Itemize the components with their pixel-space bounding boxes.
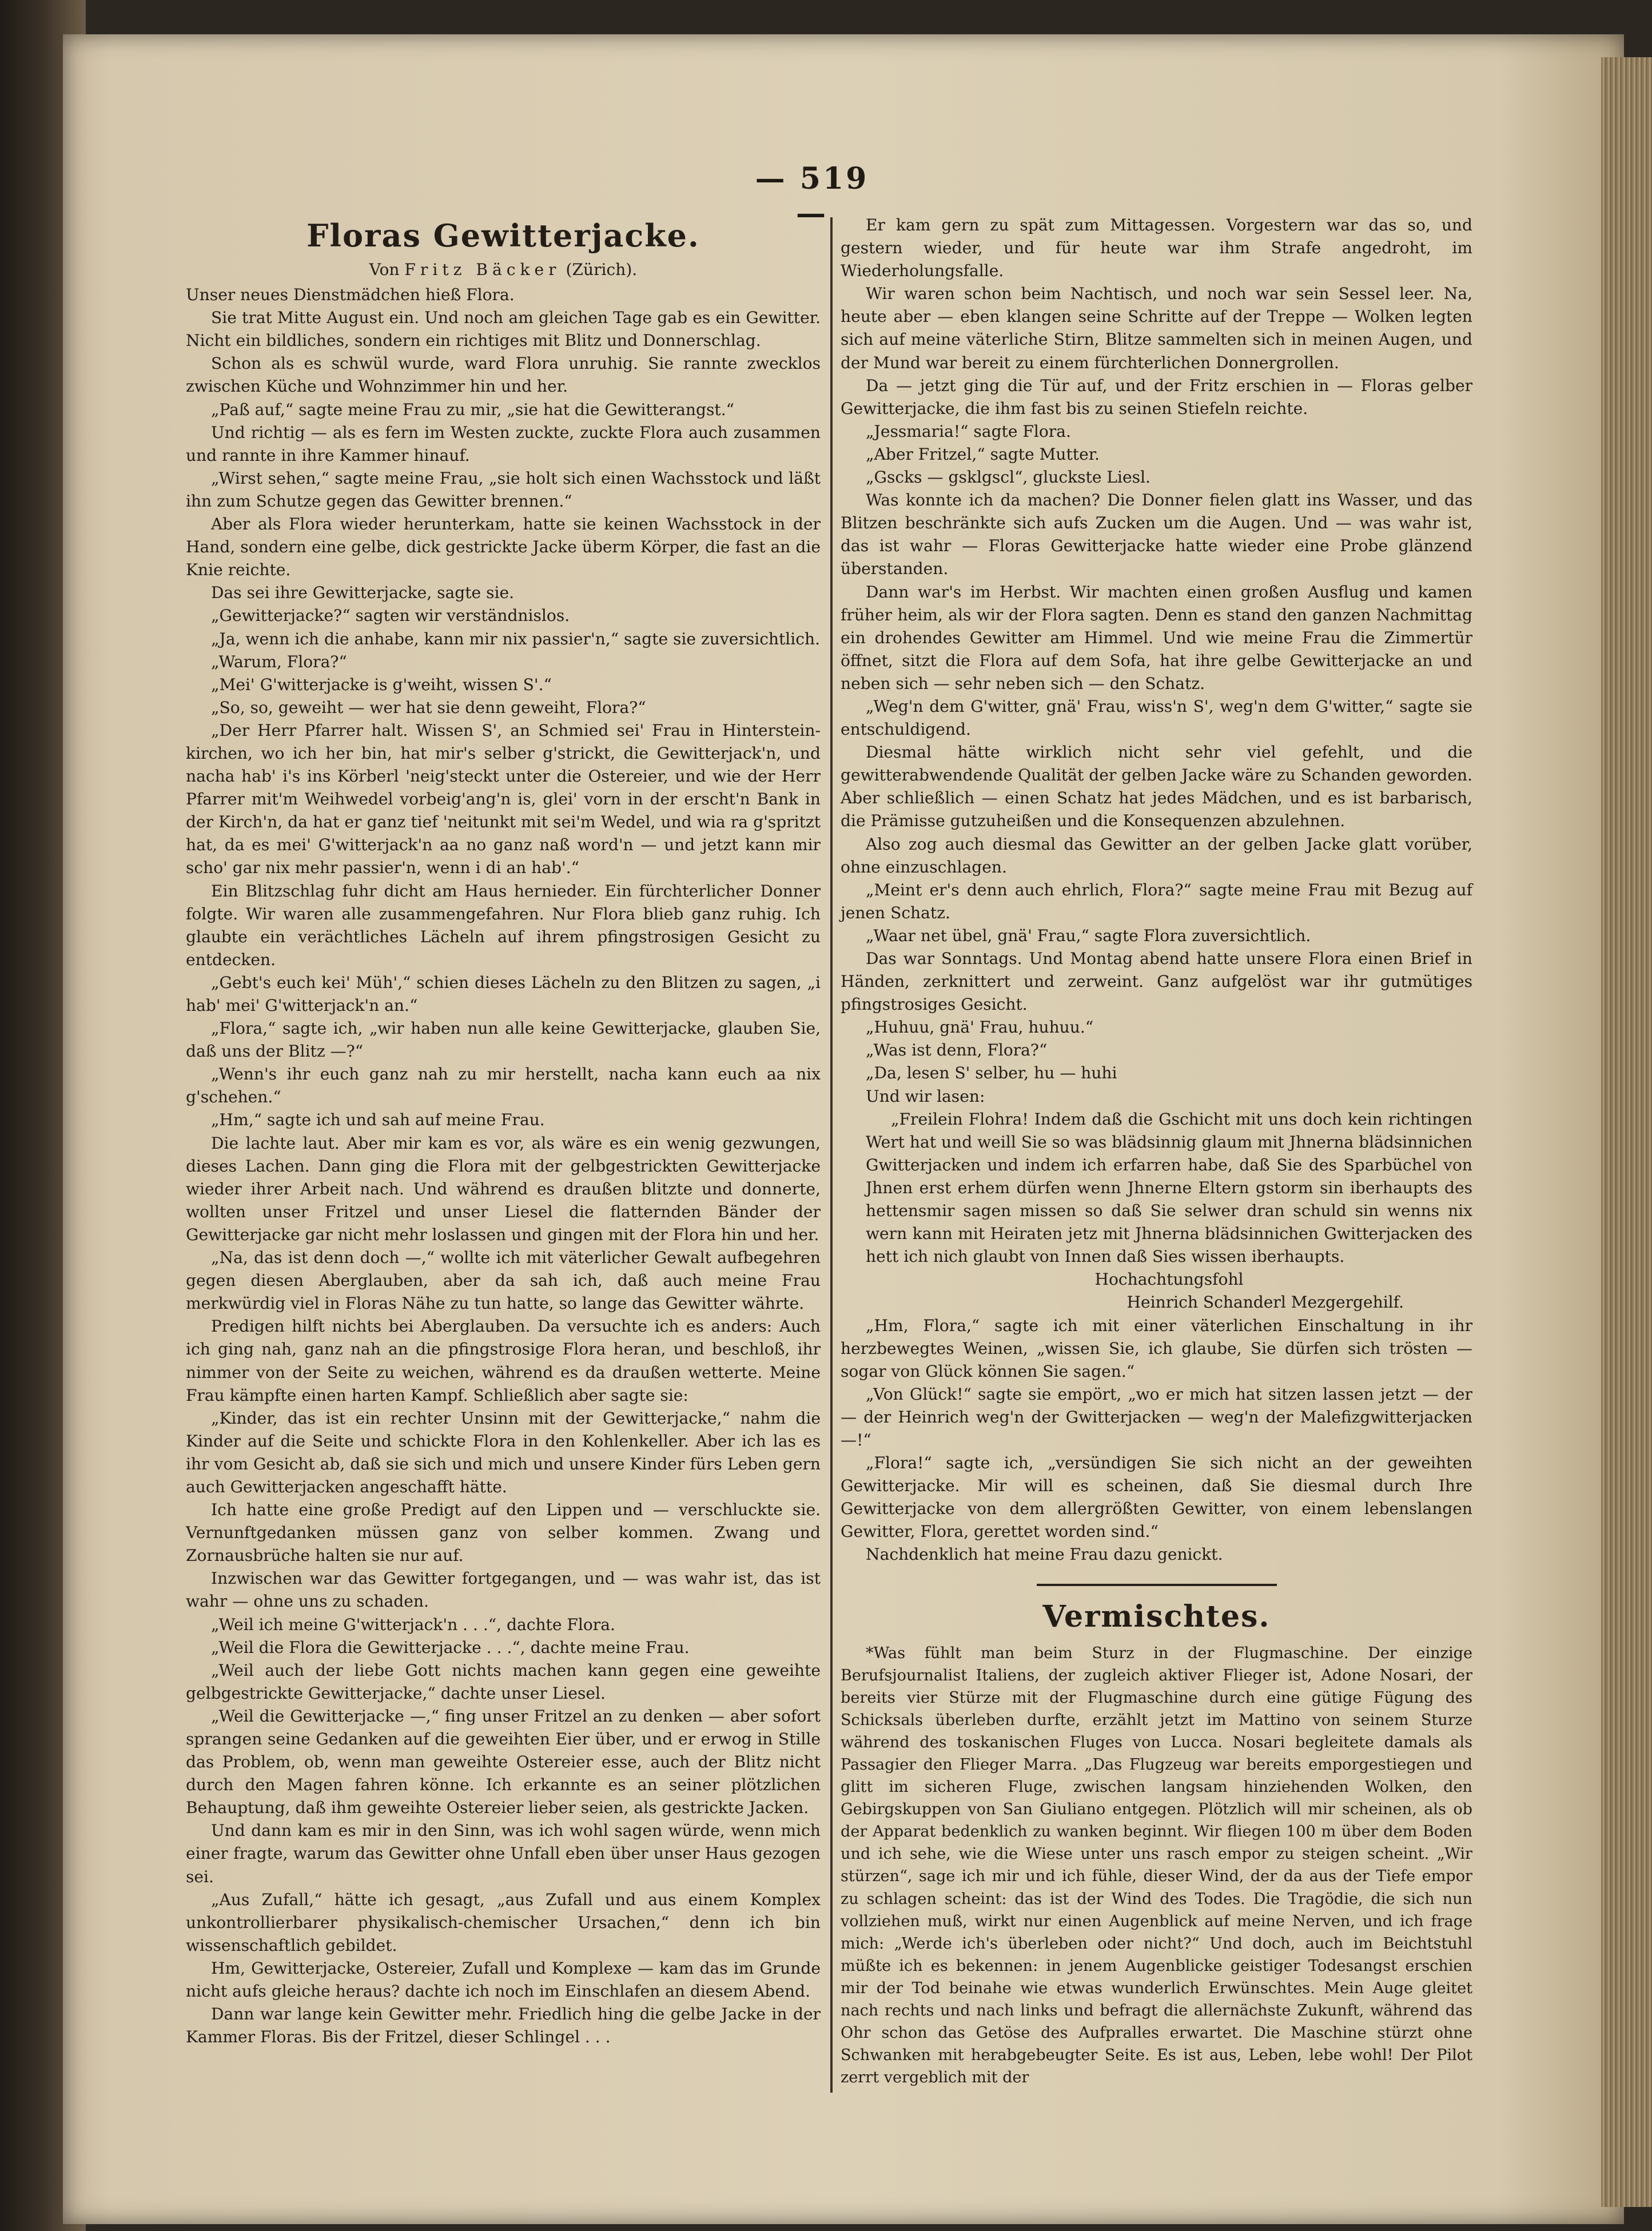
paragraph: „Von Glück!“ sagte sie empört, „wo er mich hat sitzen lassen jetzt — der — der Heinrich weg'n der Gwitterjacken — weg'n der Malefizgwitterjacken —!“ — [841, 1384, 1472, 1449]
paragraph: Ein Blitzschlag fuhr dicht am Haus hernieder. Ein fürchterlicher Donner folgte. Wir waren alle zusammengefahren. Nur Flora blieb ganz ruhig. Ich glaubte ein verächtliches Lächeln auf ihrem pfingstrosigen Gesicht zu entdecken. — [186, 881, 821, 969]
paragraph: Sie trat Mitte August ein. Und noch am gleichen Tage gab es ein Gewitter. Nicht ein bildliches, sondern ein richtiges mit Blitz und Donnerschlag. — [186, 308, 821, 350]
paragraph: Inzwischen war das Gewitter fortgegangen, und — was wahr ist, das ist wahr — ohne uns zu schaden. — [186, 1569, 821, 1611]
left-column — [186, 212, 821, 2049]
paragraph: „Kinder, das ist ein rechter Unsinn mit der Gewitterjacke,“ nahm die Kinder auf die Seite und schickte Flora in den Kohlenkeller. Aber ich las es ihr vom Gesicht ab, daß sie sich und mich und unsere Kinder fürs Leben gern auch Gewitterjacken angeschafft hätte. — [186, 1408, 821, 1496]
paragraph: „Jessmaria!“ sagte Flora. — [866, 421, 1071, 441]
paragraph: Unser neues Dienstmädchen hieß Flora. — [186, 285, 515, 305]
paragraph: „Weil die Flora die Gewitterjacke . . .“, dachte meine Frau. — [211, 1638, 690, 1657]
paragraph: „Da, lesen S' selber, hu — huhi — [866, 1063, 1117, 1083]
paragraph: „Flora,“ sagte ich, „wir haben nun alle keine Gewitterjacke, glauben Sie, daß uns der Blitz —?“ — [186, 1019, 821, 1061]
article-title: Floras Gewitterjacke. — [306, 217, 700, 254]
right-paragraphs — [841, 214, 1472, 1108]
column-divider — [830, 217, 833, 2093]
paragraph: Aber als Flora wieder herunterkam, hatte sie keinen Wachsstock in der Hand, sondern eine gelbe, dick gestrickte Jacke überm Körper, die fast an die Knie reichte. — [186, 515, 821, 580]
paragraph: „Na, das ist denn doch —,“ wollte ich mit väterlicher Gewalt aufbegehren gegen diesen Aberglauben, aber da sah ich, daß auch meine Frau merkwürdig viel in Floras Nähe zu tun hatte, so lange das Gewitter währte. — [186, 1248, 821, 1313]
paragraph: Ich hatte eine große Predigt auf den Lippen und — verschluckte sie. Vernunftgedanken müssen ganz von selber kommen. Zwang und Zornausbrüche halten sie nur auf. — [186, 1500, 821, 1565]
byline-suffix: (Zürich). — [566, 260, 638, 279]
paragraph: Dann war's im Herbst. Wir machten einen großen Ausflug und kamen früher heim, als wir der Flora sagten. Denn es stand den ganzen Nachmittag ein drohendes Gewitter am Himmel. Und wie meine Frau die Zimmertür öffnet, sitzt die Flora auf dem Sofa, hat ihre gelbe Gewitterjacke an und neben sich — sehr neben sich — den Schatz. — [841, 582, 1472, 693]
paragraph: „Meint er's denn auch ehrlich, Flora?“ sagte meine Frau mit Bezug auf jenen Schatz. — [841, 880, 1472, 922]
paragraph: „Wenn's ihr euch ganz nah zu mir herstellt, nacha kann euch aa nix g'schehen.“ — [186, 1065, 821, 1107]
paragraph: Nachdenklich hat meine Frau dazu genickt. — [866, 1545, 1223, 1564]
paragraph: Predigen hilft nichts bei Aberglauben. Da versuchte ich es anders: Auch ich ging nah, ganz nah an die pfingstrosige Flora heran, und beschloß, ihr nimmer von der Seite zu weichen, während es da draußen wetterte. Meine Frau kämpfte einen harten Kampf. Schließlich aber sagte sie: — [186, 1317, 821, 1405]
paragraph: Was konnte ich da machen? Die Donner fielen glatt ins Wasser, und das Blitzen beschränkte sich aufs Zucken um die Augen. Und — was wahr ist, das ist wahr — Floras Gewitterjacke hatte wieder eine Probe glänzend überstanden. — [841, 491, 1472, 579]
byline-author: Fritz Bäcker — [404, 260, 561, 279]
paragraph: „Weil ich meine G'witterjack'n . . .“, dachte Flora. — [211, 1615, 615, 1634]
section-paragraph: *Was fühlt man beim Sturz in der Flugmaschine. Der einzige Berufsjournalist Italiens, der zugleich aktiver Flieger ist, Adone Nosari, der bereits vier Stürze mit der Flugmaschine durch eine gütige Fügung des Schicksals überleben durfte, erzählt jetzt im Mattino von seinem Sturze während des toskanischen Fluges von Lucca. Nosari begleitete damals als Passagier den Flieger Marra. „Das Flugzeug war bereits emporgestiegen und glitt im sicheren Fluge, zwischen langsam hinziehenden Wolken, den Gebirgskuppen von San Giuliano entgegen. Plötzlich will mir scheinen, als ob der Apparat bedenklich zu wanken beginnt. Wir fliegen 100 m über dem Boden und ich sehe, wie die Wiese unter uns rasch empor zu steigen scheint. „Wir stürzen“, sage ich mir und ich fühle, dieser Wind, der da aus der Tiefe empor zu schlagen scheint: das ist der Wind des Todes. Die Tragödie, die sich nun vollziehen muß, wirkt nur einen Augenblick auf meine Nerven, und ich frage mich: „Werde ich's überleben oder nicht?“ Und doch, auch im Beichtstuhl müßte ich es bekennen: in jenem Augenblicke geistiger Todesangst erschien mir der Tod beinahe wie etwas wunderlich Erwünschtes. Mein Auge gleitet nach rechts und nach links und befragt die allernächste Zukunft, während das Ohr schon das Getöse des Aufpralles erwartet. Die Maschine stürzt ohne Schwanken mit herabgebeugter Seite. Es ist aus, Leben, lebe wohl! Der Pilot zerrt vergeblich mit der — [841, 1644, 1472, 2087]
paragraph: Das sei ihre Gewitterjacke, sagte sie. — [211, 583, 515, 603]
page-stack-edge — [1601, 57, 1652, 2207]
paragraph: Diesmal hätte wirklich nicht sehr viel gefehlt, und die gewitterabwendende Qualität der gelben Jacke wäre zu Schanden geworden. Aber schließlich — einen Schatz hat jedes Mädchen, und es ist barbarisch, die Prämisse gutzuheißen und die Konsequenzen abzulehnen. — [841, 743, 1472, 831]
paragraph: „Paß auf,“ sagte meine Frau zu mir, „sie hat die Gewitterangst.“ — [211, 400, 735, 419]
paragraph: „Waar net übel, gnä' Frau,“ sagte Flora zuversichtlich. — [866, 926, 1311, 945]
paragraph: Wir waren schon beim Nachtisch, und noch war sein Sessel leer. Na, heute aber — eben klangen seine Schritte auf der Treppe — Wolken legten sich auf meine väterliche Stirn, Blitze sammelten sich in meinen Augen, und der Mund war bereit zu einem fürchterlichen Donnergrollen. — [841, 284, 1472, 372]
paragraph: „Ja, wenn ich die anhabe, kann mir nix passier'n,“ sagte sie zuversichtlich. — [211, 629, 821, 648]
paragraph: „Aber Fritzel,“ sagte Mutter. — [866, 444, 1100, 464]
paragraph: „Huhuu, gnä' Frau, huhuu.“ — [866, 1018, 1094, 1037]
paragraph: Und richtig — als es fern im Westen zuckte, zuckte Flora auch zusammen und rannte in ihre Kammer hinauf. — [186, 423, 821, 465]
paragraph: Hm, Gewitterjacke, Ostereier, Zufall und Komplexe — kam das im Grunde nicht aufs gleiche heraus? dachte ich noch im Einschlafen an diesem Abend. — [186, 1958, 821, 2001]
paragraph: „Hm,“ sagte ich und sah auf meine Frau. — [211, 1110, 545, 1130]
page-number: — 519 — — [755, 161, 869, 231]
section-rule — [1037, 1584, 1277, 1586]
paragraph: „Mei' G'witterjacke is g'weiht, wissen S'.“ — [211, 675, 552, 694]
paragraph: Also zog auch diesmal das Gewitter an der gelben Jacke glatt vorüber, ohne einzuschlagen. — [841, 834, 1472, 877]
paragraph: Und dann kam es mir in den Sinn, was ich wohl sagen würde, wenn mich einer fragte, warum das Gewitter ohne Unfall eben über unser Haus gezogen sei. — [186, 1821, 821, 1886]
byline-prefix: Von — [369, 260, 400, 279]
paragraph: „Flora!“ sagte ich, „versündigen Sie sich nicht an der geweihten Gewitterjacke. Mir will es scheinen, daß Sie diesmal durch Ihre Gewitterjacke von dem allergrößten Gewitter, von einem lebenslangen Gewitter, Flora, gerettet worden sind.“ — [841, 1453, 1472, 1541]
paragraph: „So, so, geweiht — wer hat sie denn geweiht, Flora?“ — [211, 698, 646, 717]
paragraph: „Wirst sehen,“ sagte meine Frau, „sie holt sich einen Wachsstock und läßt ihn zum Schutze gegen das Gewitter brennen.“ — [186, 468, 821, 511]
paragraph: „Weil auch der liebe Gott nichts machen kann gegen eine geweihte gelbgestrickte Gewitterjacke,“ dachte unser Liesel. — [186, 1660, 821, 1703]
paragraph: „Hm, Flora,“ sagte ich mit einer väterlichen Einschaltung in ihr herzbewegtes Weinen, „wissen Sie, ich glaube, Sie dürfen sich trösten — sogar von Glück können Sie sagen.“ — [841, 1316, 1472, 1381]
paragraph: Schon als es schwül wurde, ward Flora unruhig. Sie rannte zwecklos zwischen Küche und Wohnzimmer hin und her. — [186, 354, 821, 396]
paragraph: „Gewitterjacke?“ sagten wir verständnislos. — [211, 606, 570, 626]
section-title: Vermischtes. — [1042, 1599, 1271, 1634]
paragraph: „Gebt's euch kei' Müh',“ schien dieses Lächeln zu den Blitzen zu sagen, „i hab' mei' G'witterjack'n an.“ — [186, 973, 821, 1015]
letter-text: „Freilein Flohra! Indem daß die Gschicht mit uns doch kein richtingen Wert hat und weill Sie so was blädsinnig glaum mit Jhnerna blädsinnichen Gwitterjacken und indem ich erfarren habe, daß Sie des Sparbüchel von Jhnen erst erhem dürfen wenn Jhnerne Eltern gstorm sin iberhaupts des hettensmir sagen missen so daß Sie selwer dran schuld sin wenns nix wern kann mit Heiraten jetz mit Jhnerna blädsinnichen Gwitterjacken des hett ich nich glaubt von Innen daß Sies wissen iberhaupts. — [866, 1109, 1472, 1266]
paragraph: Da — jetzt ging die Tür auf, und der Fritz erschien in — Floras gelber Gewitterjacke, die ihm fast bis zu seinen Stiefeln reichte. — [841, 376, 1472, 418]
right-after-letter — [841, 1314, 1472, 1567]
paragraph: „Gscks — gsklgscl“, gluckste Liesl. — [866, 468, 1151, 487]
paragraph: „Was ist denn, Flora?“ — [866, 1041, 1048, 1060]
paragraph: Das war Sonntags. Und Montag abend hatte unsere Flora einen Brief in Händen, zerknittert und zerweint. Ganz aufgelöst war ihr gutmütiges pfingstrosiges Gesicht. — [841, 949, 1472, 1014]
letter-closing: Hochachtungsfohl — [1094, 1270, 1244, 1289]
paragraph: Und wir lasen: — [866, 1086, 985, 1106]
paragraph: Dann war lange kein Gewitter mehr. Friedlich hing die gelbe Jacke in der Kammer Floras. Bis der Fritzel, dieser Schlingel . . . — [186, 2005, 821, 2047]
paragraph: Die lachte laut. Aber mir kam es vor, als wäre es ein wenig gezwungen, dieses Lachen. Dann ging die Flora mit der gelbgestrickten Gewitterjacke wieder ihrer Arbeit nach. Und während es draußen blitzte und donnerte, wollten unser Fritzel und unser Liesel die flatternden Bänder der Gewitterjacke gar nicht mehr loslassen und gingen mit der Flora hin und her. — [186, 1133, 821, 1244]
letter-signature: Heinrich Schanderl Mezgergehilf. — [1126, 1293, 1404, 1312]
paragraph: „Aus Zufall,“ hätte ich gesagt, „aus Zufall und aus einem Komplex unkontrollierbarer physikalisch-chemischer Ursachen,“ denn ich bin wissenschaftlich gebildet. — [186, 1890, 821, 1955]
paragraph: Er kam gern zu spät zum Mittagessen. Vorgestern war das so, und gestern wieder, und für heute war ihm Strafe angedroht, im Wiederholungsfalle. — [841, 216, 1472, 281]
left-paragraphs — [186, 284, 821, 2049]
paragraph: „Weg'n dem G'witter, gnä' Frau, wiss'n S', weg'n dem G'witter,“ sagte sie entschuldigend. — [841, 696, 1472, 739]
paragraph: „Der Herr Pfarrer halt. Wissen S', an Schmied sei' Frau in Hintersteinkirchen, wo ich her bin, hat mir's selber g'strickt, die Gewitterjack'n, und nacha hab' i's ins Körberl 'neig'steckt unter die Ostereier, und wie der Herr Pfarrer mit'm Weihwedel vorbeig'ang'n is, glei' vorn in der erscht'n Bank in der Kirch'n, da hat er ganz tief 'neitunkt mit sei'm Wedel, und wia ra g'spritzt hat, da es mei' G'witterjack'n aa no ganz naß word'n — und jetzt kann mir scho' gar nix mehr passier'n, wenn i di an hab'.“ — [186, 720, 821, 878]
paragraph: „Weil die Gewitterjacke —,“ fing unser Fritzel an zu denken — aber sofort sprangen seine Gedanken auf die geweihten Eier über, und er erwog in Stille das Problem, ob, wenn man geweihte Ostereier esse, auch der Blitz nicht durch den Magen fahren könne. Ich erkannte es an seiner plötzlichen Behauptung, daß ihm geweihte Ostereier lieber seien, als gestrickte Jacken. — [186, 1706, 821, 1818]
right-column — [841, 214, 1472, 2089]
article-byline — [186, 258, 821, 281]
paragraph: „Warum, Flora?“ — [211, 652, 347, 671]
